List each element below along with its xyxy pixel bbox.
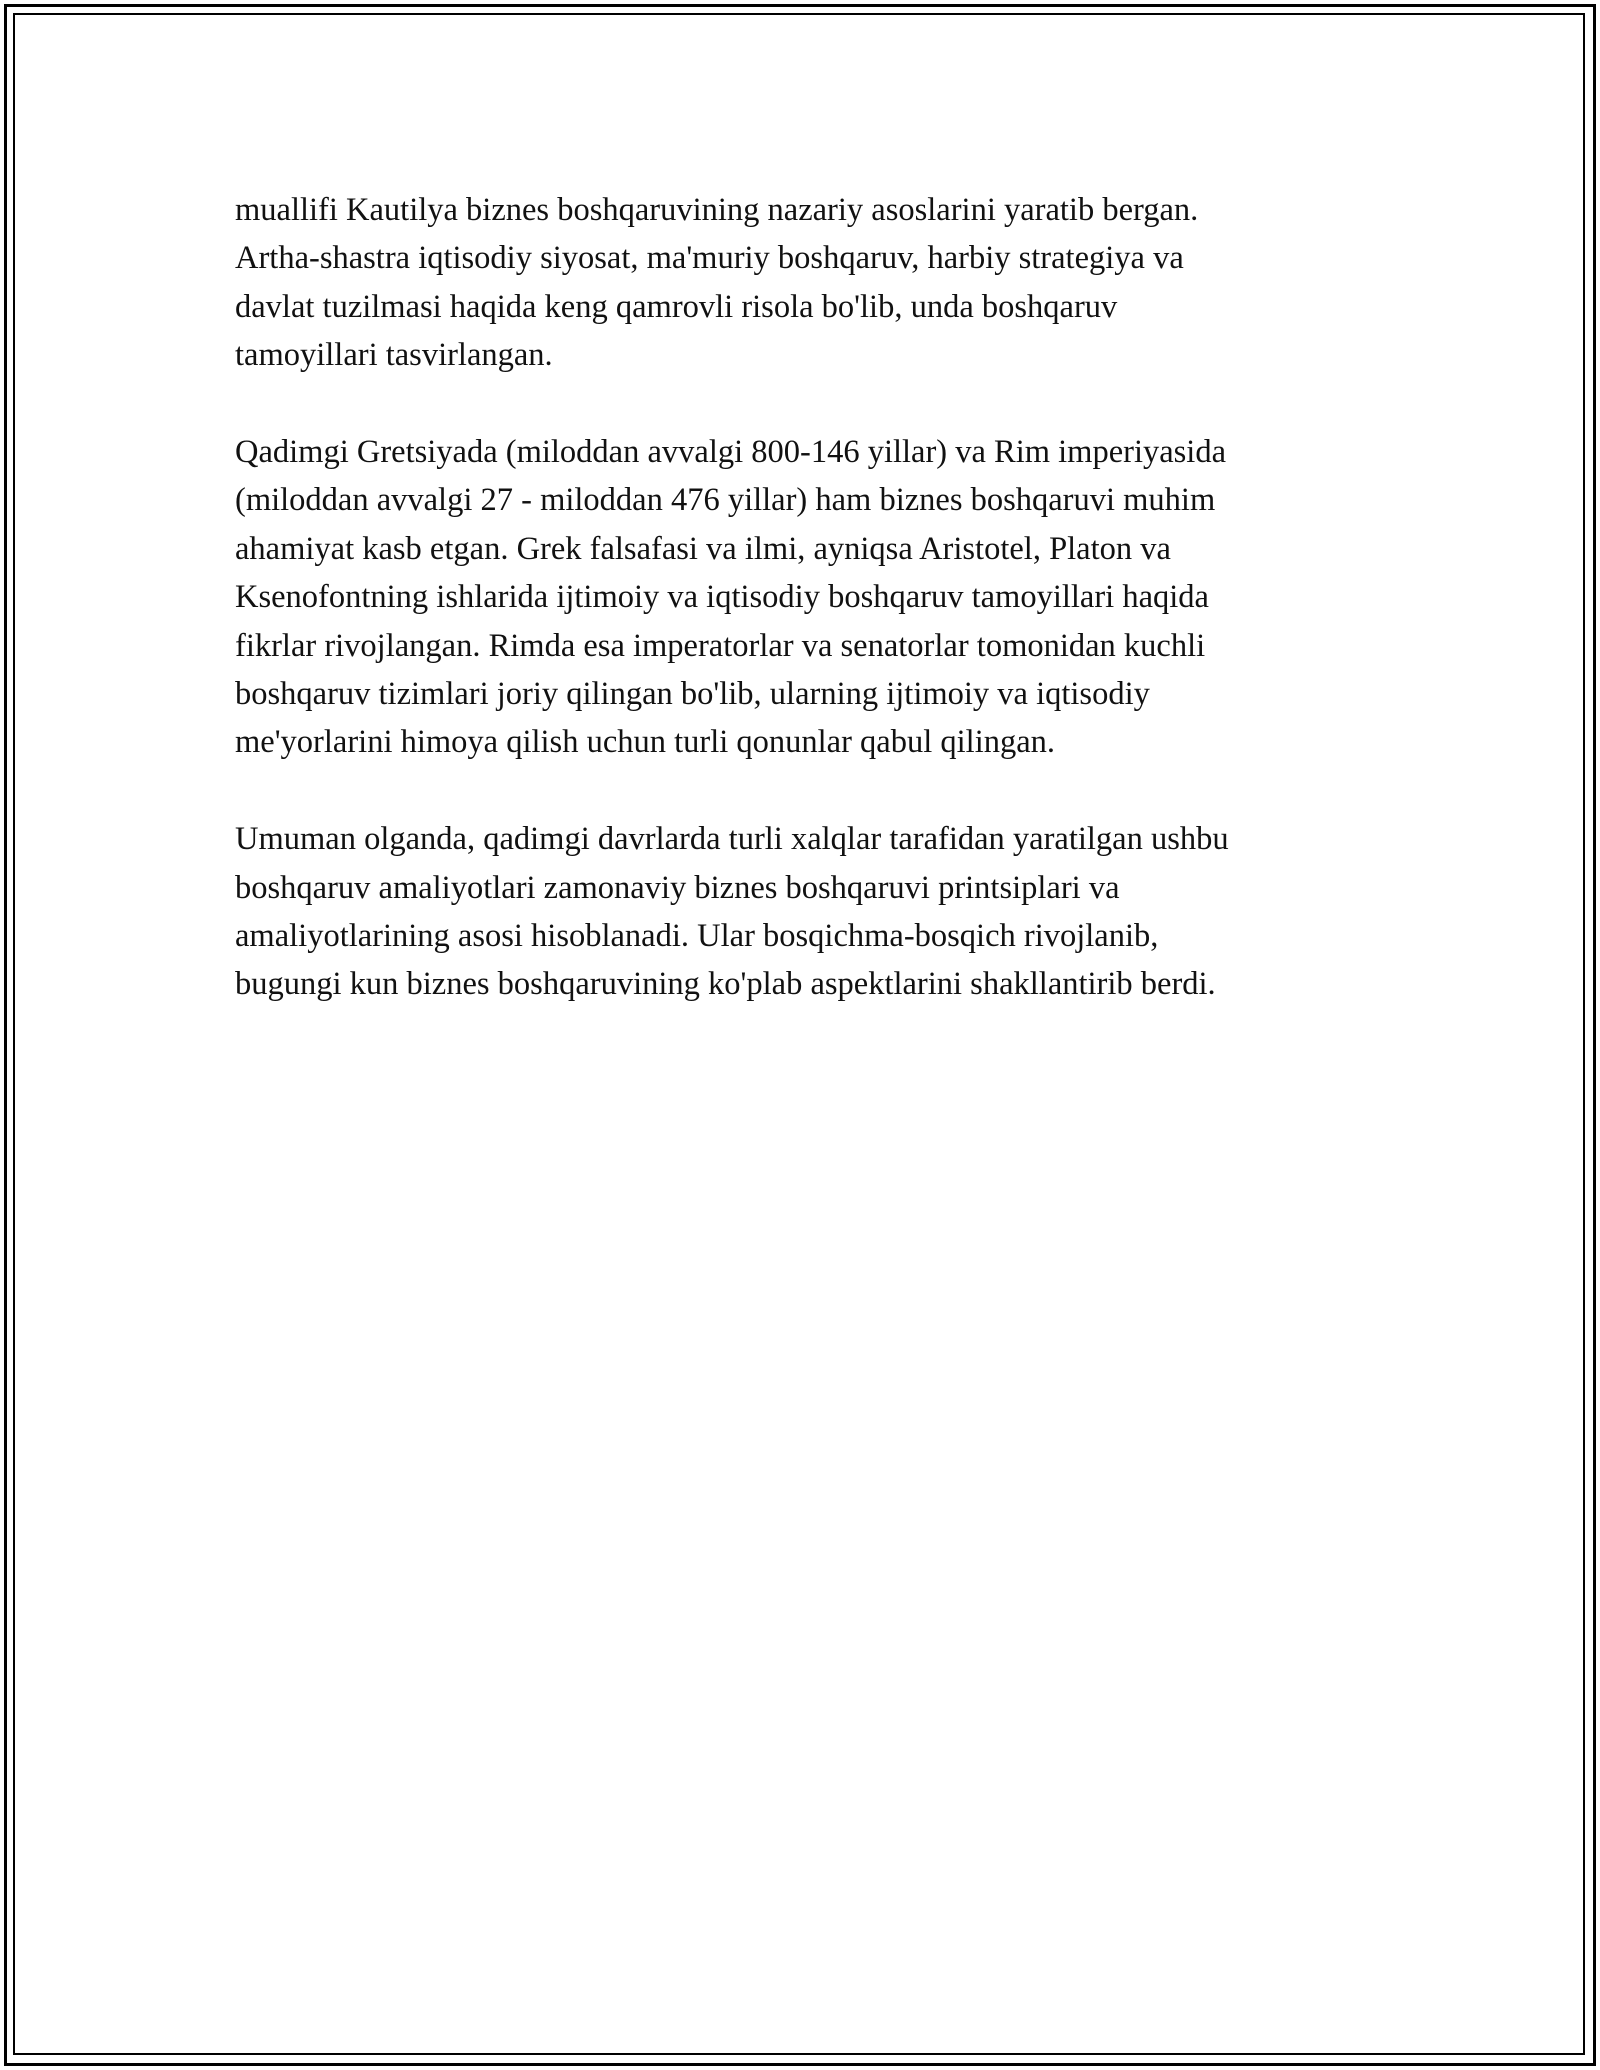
text-line: Qadimgi Gretsiyada (miloddan avvalgi 800-146 yillar) va Rim imperiyasida <box>235 434 1227 471</box>
text-line: Umuman olganda, qadimgi davrlarda turli xalqlar tarafidan yaratilgan ushbu <box>235 821 1229 858</box>
text-line: bugungi kun biznes boshqaruvining ko'plab aspektlarini shakllantirib berdi. <box>235 966 1216 1003</box>
paragraph-3 <box>235 815 1375 1009</box>
text-line: tamoyillari tasvirlangan. <box>235 337 553 374</box>
text-line: boshqaruv amaliyotlari zamonaviy biznes boshqaruvi printsiplari va <box>235 869 1120 906</box>
text-line: ahamiyat kasb etgan. Grek falsafasi va ilmi, ayniqsa Aristotel, Platon va <box>235 530 1171 567</box>
text-line: muallifi Kautilya biznes boshqaruvining nazariy asoslarini yaratib bergan. <box>235 192 1199 228</box>
text-line: Ksenofontning ishlarida ijtimoiy va iqtisodiy boshqaruv tamoyillari haqida <box>235 579 1209 616</box>
text-line: (miloddan avvalgi 27 - miloddan 476 yillar) ham biznes boshqaruvi muhim <box>235 482 1216 519</box>
text-line: me'yorlarini himoya qilish uchun turli qonunlar qabul qilingan. <box>235 724 1056 761</box>
document-body <box>235 186 1375 1057</box>
text-line: davlat tuzilmasi haqida keng qamrovli risola bo'lib, unda boshqaruv <box>235 288 1118 325</box>
text-line: fikrlar rivojlangan. Rimda esa imperatorlar va senatorlar tomonidan kuchli <box>235 627 1206 664</box>
text-line: boshqaruv tizimlari joriy qilingan bo'lib, ularning ijtimoiy va iqtisodiy <box>235 676 1150 713</box>
paragraph-1 <box>235 186 1375 380</box>
paragraph-2 <box>235 428 1375 767</box>
text-line: amaliyotlarining asosi hisoblanadi. Ular bosqichma-bosqich rivojlanib, <box>235 918 1159 955</box>
text-line: Artha-shastra iqtisodiy siyosat, ma'muriy boshqaruv, harbiy strategiya va <box>235 240 1184 277</box>
